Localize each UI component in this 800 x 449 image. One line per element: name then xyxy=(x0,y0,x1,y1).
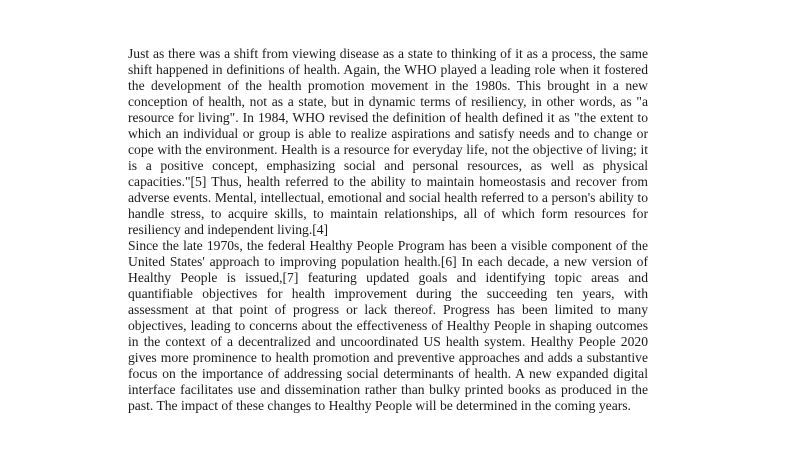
document-body xyxy=(128,46,648,414)
paragraph-health-definition: Just as there was a shift from viewing disease as a state to thinking of it as a process, the same shift happened in definitions of health. Again, the WHO played a leading role when it fostered the development of the health promotion movement in the 1980s. This brought in a new conception of health, not as a state, but in dynamic terms of resiliency, in other words, as "a resource for living". In 1984, WHO revised the definition of health defined it as "the extent to which an individual or group is able to realize aspirations and satisfy needs and to change or cope with the environment. Health is a resource for everyday life, not the objective of living; it is a positive concept, emphasizing social and personal resources, as well as physical capacities."[5] Thus, health referred to the ability to maintain homeostasis and recover from adverse events. Mental, intellectual, emotional and social health referred to a person's ability to handle stress, to acquire skills, to maintain relationships, all of which form resources for resiliency and independent living.[4] xyxy=(128,46,648,237)
paragraph-healthy-people: Since the late 1970s, the federal Healthy People Program has been a visible component of the United States' approach to improving population health.[6] In each decade, a new version of Healthy People is issued,[7] featuring updated goals and identifying topic areas and quantifiable objectives for health improvement during the succeeding ten years, with assessment at that point of progress or lack thereof. Progress has been limited to many objectives, leading to concerns about the effectiveness of Healthy People in shaping outcomes in the context of a decentralized and uncoordinated US health system. Healthy People 2020 gives more prominence to health promotion and preventive approaches and adds a substantive focus on the importance of addressing social determinants of health. A new expanded digital interface facilitates use and dissemination rather than bulky printed books as produced in the past. The impact of these changes to Healthy People will be determined in the coming years. xyxy=(128,238,648,413)
